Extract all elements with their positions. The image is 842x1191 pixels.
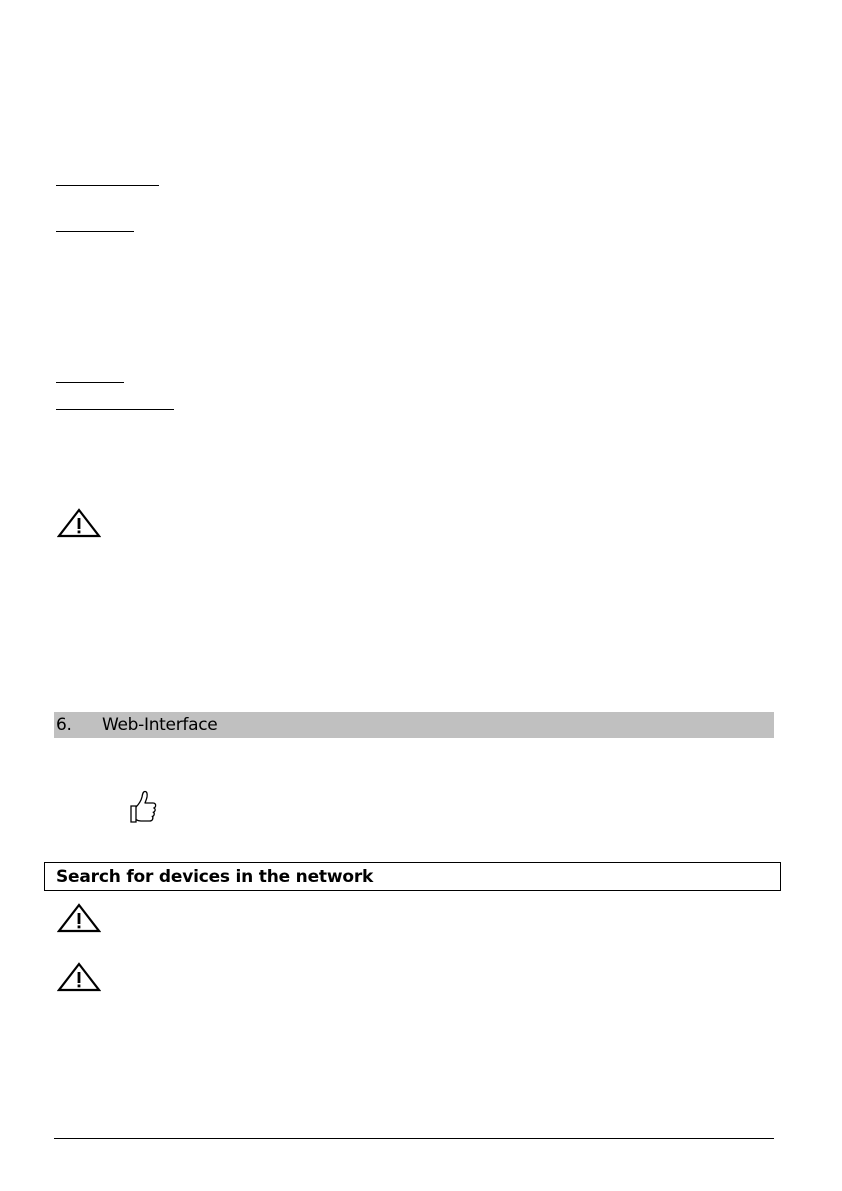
underline-rule-2 <box>56 231 134 232</box>
warning-triangle-icon <box>57 903 101 933</box>
section-heading <box>54 712 774 738</box>
thumbs-up-icon <box>127 789 159 825</box>
footer-rule <box>54 1138 774 1139</box>
warning-triangle-icon <box>57 508 101 538</box>
underline-rule-4 <box>56 409 174 410</box>
underline-rule-1 <box>56 185 159 186</box>
section-number: 6. <box>56 715 72 735</box>
subsection-heading: Search for devices in the network <box>44 862 781 891</box>
underline-rule-3 <box>56 382 124 383</box>
section-title: Web-Interface <box>102 715 218 735</box>
warning-triangle-icon <box>57 962 101 992</box>
